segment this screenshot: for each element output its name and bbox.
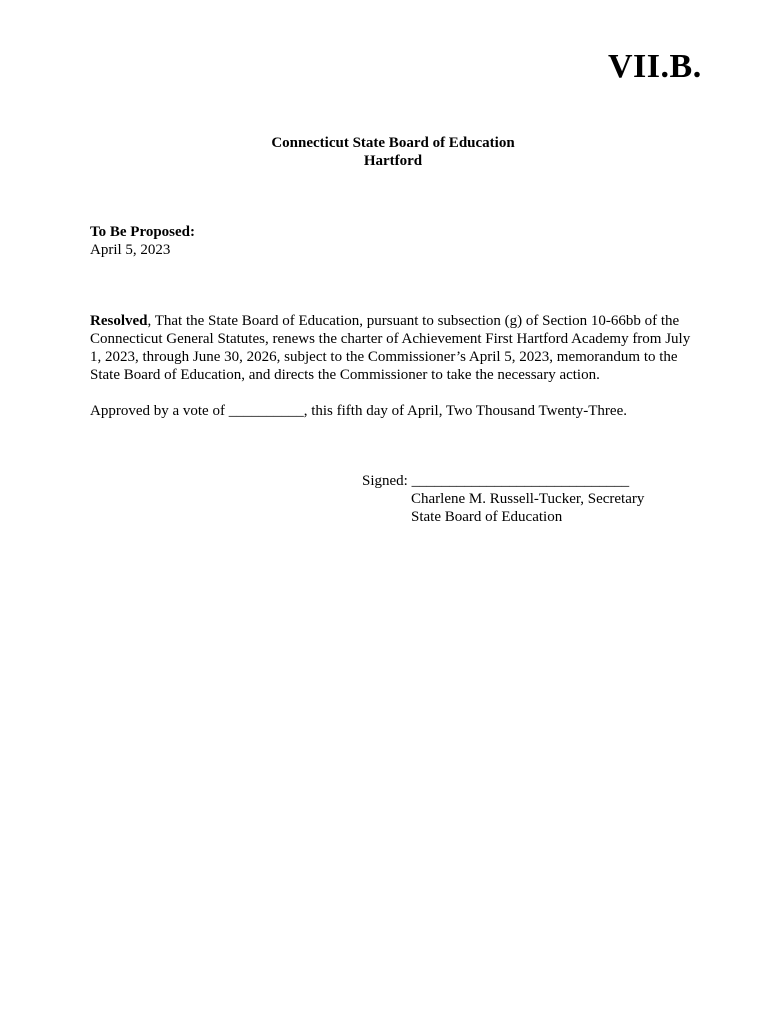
- organization-header: [0, 134, 770, 170]
- agenda-item-number: VII.B.: [608, 48, 702, 85]
- signer-body: State Board of Education: [411, 509, 563, 525]
- approval-statement: Approved by a vote of __________, this fifth day of April, Two Thousand Twenty-Three.: [90, 403, 627, 419]
- signed-label: Signed:: [362, 473, 412, 489]
- resolved-word: Resolved: [90, 313, 148, 329]
- organization-name: Connecticut State Board of Education: [271, 135, 515, 151]
- signature-line-row: [362, 472, 644, 490]
- proposal-block: [90, 223, 195, 259]
- signature-line: _____________________________: [411, 473, 630, 489]
- organization-city: Hartford: [363, 153, 423, 169]
- proposal-label: To Be Proposed:: [90, 224, 196, 240]
- proposal-date: April 5, 2023: [90, 242, 171, 258]
- signature-block: [362, 472, 644, 526]
- resolution-text: , That the State Board of Education, pursuant to subsection (g) of Section 10-66bb of the Connecticut General Statutes, renews the charter of Achievement First Hartford Academy from July 1, 2023, through June 30, 2026, subject to the Commissioner’s April 5, 2023, memorandum to the State Board of Education, and directs the Commissioner to take the necessary action.: [90, 313, 691, 383]
- signer-name: Charlene M. Russell-Tucker, Secretary: [411, 491, 645, 507]
- resolution-paragraph: [90, 312, 696, 384]
